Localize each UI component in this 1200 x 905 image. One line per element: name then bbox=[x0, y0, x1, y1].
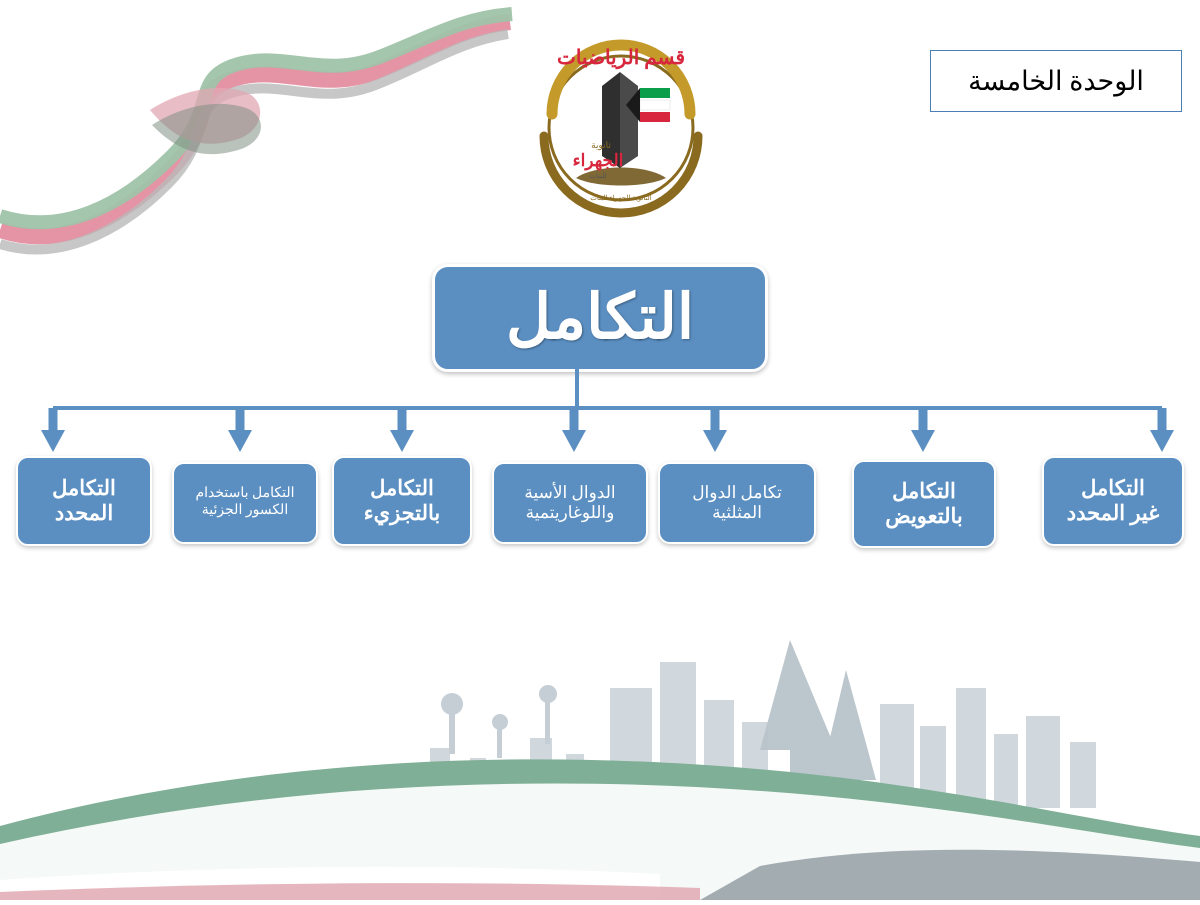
node-label: التكامل بالتعويض bbox=[885, 479, 963, 528]
svg-text:الثانوية الجهراء للبنات: الثانوية الجهراء للبنات bbox=[590, 194, 652, 202]
node-label: التكامل غير المحدد bbox=[1066, 476, 1160, 525]
svg-text:الجهراء: الجهراء bbox=[572, 151, 624, 170]
page-title: التكامل bbox=[505, 284, 695, 352]
main-title-box bbox=[432, 264, 768, 372]
node-trigonometric-functions-integral[interactable] bbox=[658, 462, 816, 544]
node-label: التكامل بالتجزيء bbox=[363, 476, 441, 525]
decorative-ribbon bbox=[0, 0, 540, 270]
node-integration-by-substitution[interactable] bbox=[852, 460, 996, 548]
city-skyline-artwork bbox=[0, 630, 1200, 900]
node-label: تكامل الدوال المثلثية bbox=[692, 482, 782, 522]
svg-text:للبنات: للبنات bbox=[589, 172, 607, 180]
node-label: الدوال الأسية واللوغاريتمية bbox=[524, 482, 616, 522]
node-row bbox=[0, 452, 1200, 552]
svg-text:قسم الرياضيات: قسم الرياضيات bbox=[557, 47, 685, 69]
node-indefinite-integral[interactable] bbox=[1042, 456, 1184, 546]
school-logo bbox=[516, 28, 726, 238]
svg-text:ثانوية: ثانوية bbox=[591, 140, 611, 150]
unit-badge bbox=[930, 50, 1182, 112]
node-exponential-logarithmic-functions[interactable] bbox=[492, 462, 648, 544]
node-integration-partial-fractions[interactable] bbox=[172, 462, 318, 544]
node-integration-by-parts[interactable] bbox=[332, 456, 472, 546]
node-label: التكامل باستخدام الكسور الجزئية bbox=[195, 486, 295, 518]
node-label: التكامل المحدد bbox=[52, 476, 116, 525]
unit-badge-label: الوحدة الخامسة bbox=[968, 65, 1144, 96]
node-definite-integral[interactable] bbox=[16, 456, 152, 546]
